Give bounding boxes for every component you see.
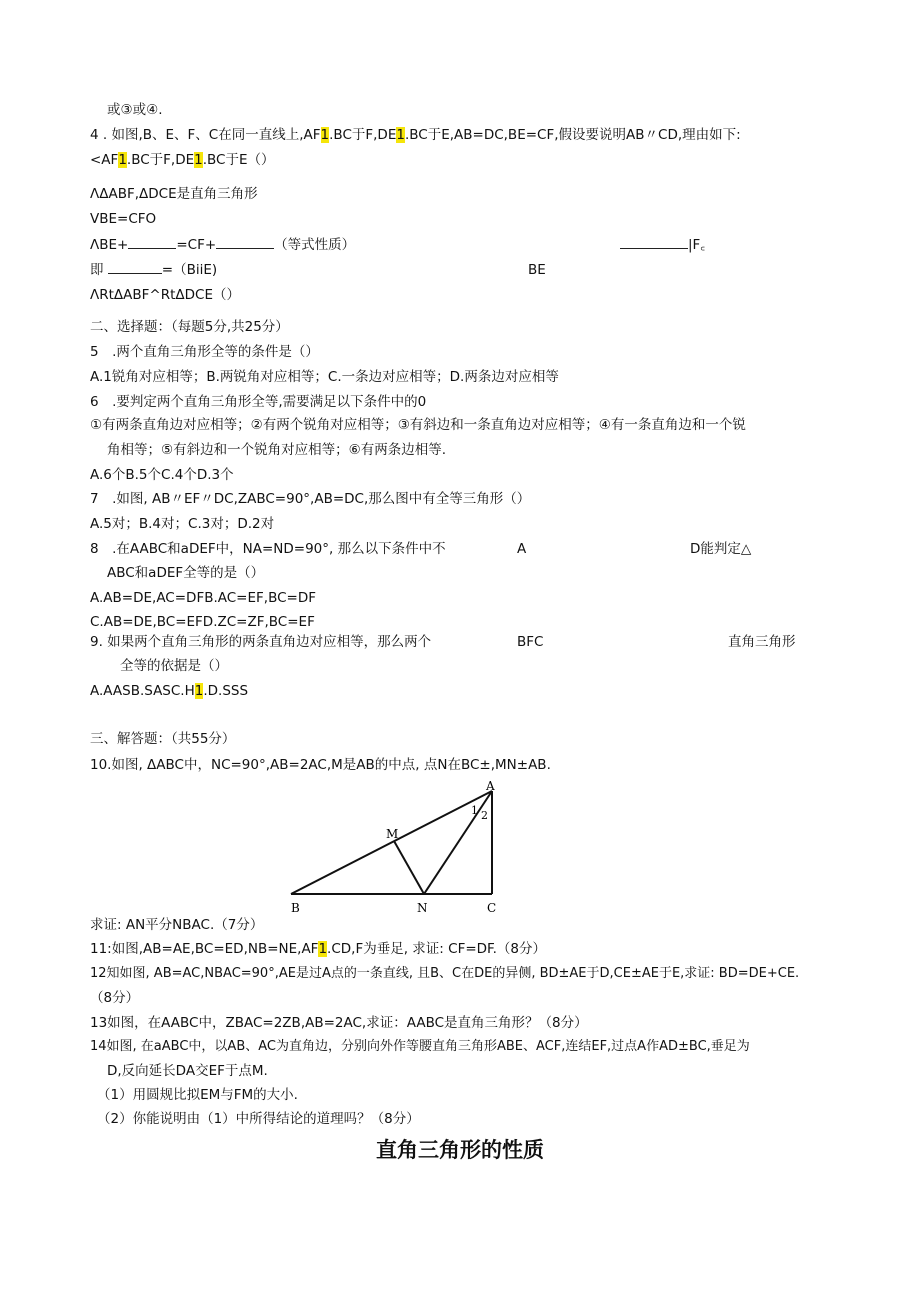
text-line: ABC和aDEF全等的是（） [107,565,265,581]
label-angle-1: 1 [471,804,478,817]
options: A.5对；B.4对；C.3对；D.2对 [90,516,275,532]
question-14: 14如图, 在aABC中，以AB、AC为直角边，分别向外作等腰直角三角形ABE、ACF,连结EF,过点A作AD±BC,垂足为 [90,1039,750,1054]
text-line: <AF1.BC于F,DE1.BC于E（） [90,152,275,168]
highlight: 1 [194,683,204,699]
question-7: 7 .如图, AB〃EF〃DC,ZABC=90°,AB=DC,那么图中有全等三角形（） [90,491,531,507]
question-11: 11:如图,AB=AE,BC=ED,NB=NE,AF1.CD,F为垂足, 求证: CF=DF.（8分） [90,941,547,957]
text-line: D能判定△ [690,541,752,557]
options: A.AASB.SASC.H1.D.SSS [90,683,249,699]
answer-blank [620,236,688,249]
label-c: C [487,901,497,915]
highlight: 1 [396,127,405,143]
label-angle-2: 2 [481,809,488,822]
highlight: 1 [194,152,203,168]
label-n: N [417,901,428,915]
text-line: A [517,541,527,557]
answer-blank [216,236,274,249]
segment-ab [291,791,492,894]
question-9: 9. 如果两个直角三角形的两条直角边对应相等，那么两个 [90,634,432,650]
question-13: 13如图，在AABC中，ZBAC=2ZB,AB=2AC,求证：AABC是直角三角形？（8分） [90,1015,588,1031]
text-line: ①有两条直角边对应相等；②有两个锐角对应相等；③有斜边和一条直角边对应相等；④有一条直角边和一个锐 [90,417,746,433]
options: A.6个B.5个C.4个D.3个 [90,467,234,483]
options: A.AB=DE,AC=DFB.AC=EF,BC=DF [90,590,317,606]
question-12: 12知如图, AB=AC,NBAC=90°,AE是过A点的一条直线, 且B、C在DE的异侧, BD±AE于D,CE±AE于E,求证: BD=DE+CE. [90,966,800,981]
highlight: 1 [318,941,328,957]
text-line: BE [528,262,546,278]
text-line: D,反向延长DA交EF于点M. [107,1063,268,1079]
question-4: 4 . 如图,B、E、F、C在同一直线上,AF1.BC于F,DE1.BC于E,AB=DC,BE=CF,假设要说明AB〃CD,理由如下: [90,127,741,143]
page-title: 直角三角形的性质 [376,1138,544,1162]
text-line: ΛBE+ =CF+ （等式性质） [90,237,356,253]
text-line: |F꜀ [620,236,705,254]
options: C.AB=DE,BC=EFD.ZC=ZF,BC=EF [90,614,315,630]
label-b: B [291,901,300,915]
triangle-figure [280,776,510,918]
text-line: 求证: AN平分NBAC.（7分） [90,917,264,933]
text-line: ΛRtΔABF^RtΔDCE（） [90,287,240,303]
text-line: BFC [517,634,544,650]
answer-blank [128,236,176,249]
text-line: （1）用圆规比拟EM与FM的大小. [97,1087,298,1103]
highlight: 1 [320,127,330,143]
label-a: A [486,779,495,793]
label-m: M [386,827,399,841]
question-5: 5 .两个直角三角形全等的条件是（） [90,344,319,360]
highlight: 1 [118,152,127,168]
options: A.1锐角对应相等；B.两锐角对应相等；C.一条边对应相等；D.两条边对应相等 [90,369,559,385]
answer-blank [108,261,162,274]
question-8: 8 .在AABC和aDEF中，NA=ND=90°, 那么以下条件中不 [90,541,446,557]
text-line: 直角三角形 [728,634,796,650]
text-line: VBE=CFO [90,211,157,227]
text-line: （8分） [90,990,140,1006]
text-line: 角相等；⑤有斜边和一个锐角对应相等；⑥有两条边相等. [107,442,446,458]
text-line: （2）你能说明由（1）中所得结论的道理吗？（8分） [97,1111,420,1127]
text-line: ΛΔABF,ΔDCE是直角三角形 [90,186,258,202]
segment-mn [394,841,424,894]
text-line: 即 =（BiiE) [90,262,218,278]
text-line: 全等的依据是（） [120,658,228,674]
section-heading: 二、选择题：（每题5分,共25分） [90,319,289,335]
question-10: 10.如图, ΔABC中，NC=90°,AB=2AC,M是AB的中点, 点N在BC±,MN±AB. [90,757,551,773]
text-line: 或③或④. [107,102,163,118]
segment-an [424,791,492,894]
section-heading: 三、解答题：（共55分） [90,731,236,747]
question-6: 6 .要判定两个直角三角形全等,需要满足以下条件中的0 [90,394,427,410]
